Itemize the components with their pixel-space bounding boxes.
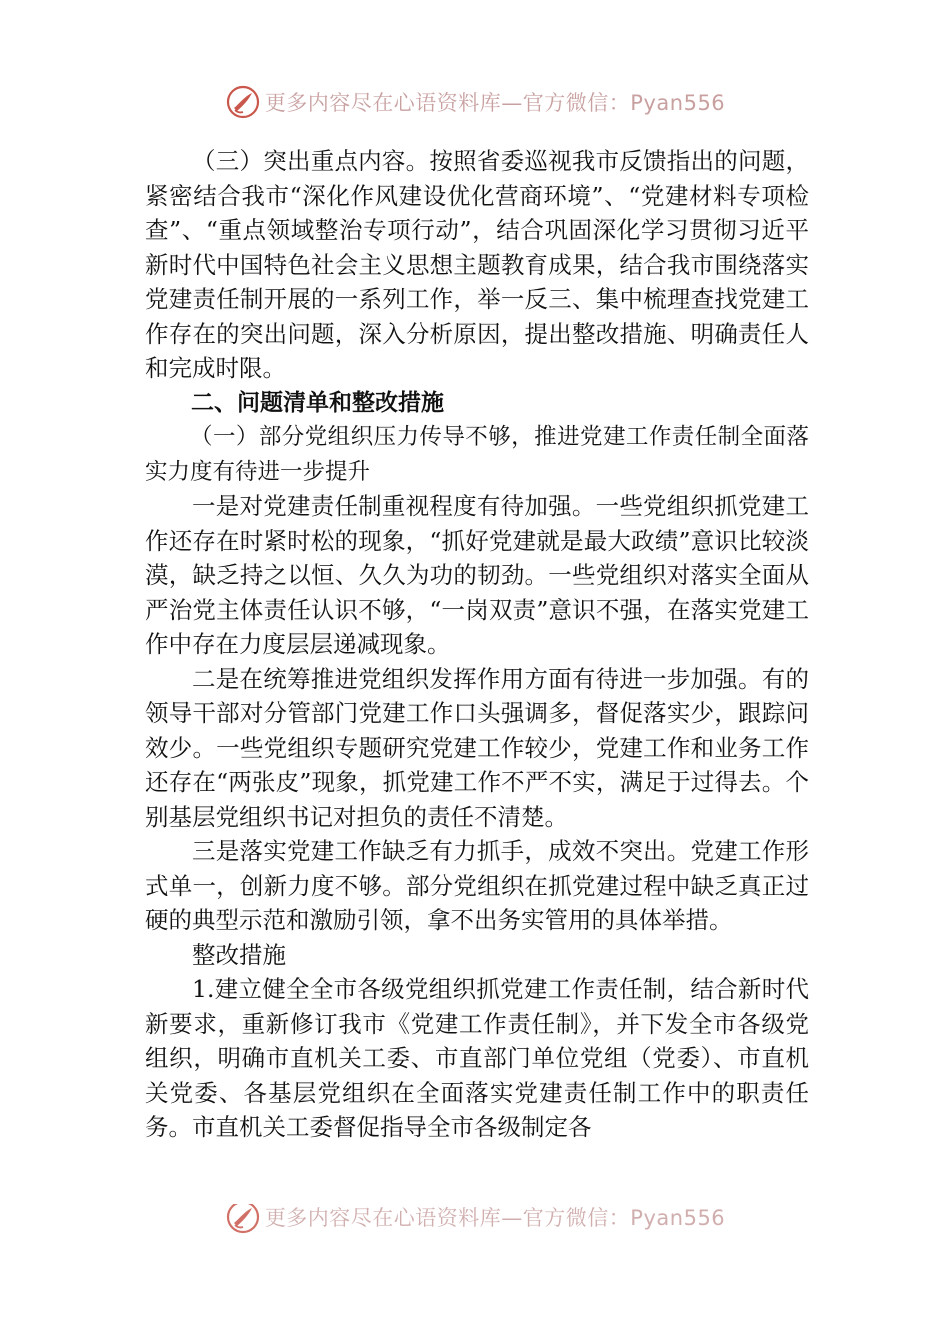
paragraph-measure-one: 1.建立健全全市各级党组织抓党建工作责任制，结合新时代新要求，重新修订我市《党建工作责任制》，并下发全市各级党组织，明确市直机关工委、市直部门单位党组（党委）、市直机关党委、各基层党组织在全面落实党建责任制工作中的职责任务。市直机关工委督促指导全市各级制定各 (145, 975, 809, 1141)
watermark-header (0, 82, 950, 122)
brush-logo-icon (225, 84, 261, 120)
watermark-text: 更多内容尽在心语资料库—官方微信：Pyan556 (264, 1206, 726, 1230)
watermark-text: 更多内容尽在心语资料库—官方微信：Pyan556 (264, 91, 726, 115)
paragraph-issue-two: 二是在统筹推进党组织发挥作用方面有待进一步加强。有的领导干部对分管部门党建工作口头强调多，督促落实少，跟踪问效少。一些党组织专题研究党建工作较少，党建工作和业务工作还存在“两张皮”现象，抓党建工作不严不实，满足于过得去。个别基层党组织书记对担负的责任不清楚。 (145, 664, 809, 831)
section-heading-issues: 二、问题清单和整改措施 (191, 389, 444, 416)
brush-logo-icon (225, 1204, 261, 1235)
paragraph-issue-three: 三是落实党建工作缺乏有力抓手，成效不突出。党建工作形式单一，创新力度不够。部分党组织在抓党建过程中缺乏真正过硬的典型示范和激励引领，拿不出务实管用的具体举措。 (145, 837, 809, 934)
paragraph-issue-one: 一是对党建责任制重视程度有待加强。一些党组织抓党建工作还存在时紧时松的现象，“抓好党建就是最大政绩”意识比较淡漠，缺乏持之以恒、久久为功的韧劲。一些党组织对落实全面从严治党主体责任认识不够，“一岗双责”意识不强，在落实党建工作中存在力度层层递减现象。 (145, 492, 809, 658)
paragraph-measures-label: 整改措施 (192, 940, 286, 969)
document-body (145, 144, 809, 1145)
subsection-heading-pressure: （一）部分党组织压力传导不够，推进党建工作责任制全面落实力度有待进一步提升 (145, 424, 809, 485)
paragraph-focus-content: （三）突出重点内容。按照省委巡视我市反馈指出的问题，紧密结合我市“深化作风建设优化营商环境”、“党建材料专项检查”、“重点领域整治专项行动”，结合巩固深化学习贯彻习近平新时代中国特色社会主义思想主题教育成果，结合我市围绕落实党建责任制开展的一系列工作，举一反三、集中梳理查找党建工作存在的突出问题，深入分析原因，提出整改措施、明确责任人和完成时限。 (145, 147, 809, 382)
watermark-footer (0, 1204, 950, 1240)
